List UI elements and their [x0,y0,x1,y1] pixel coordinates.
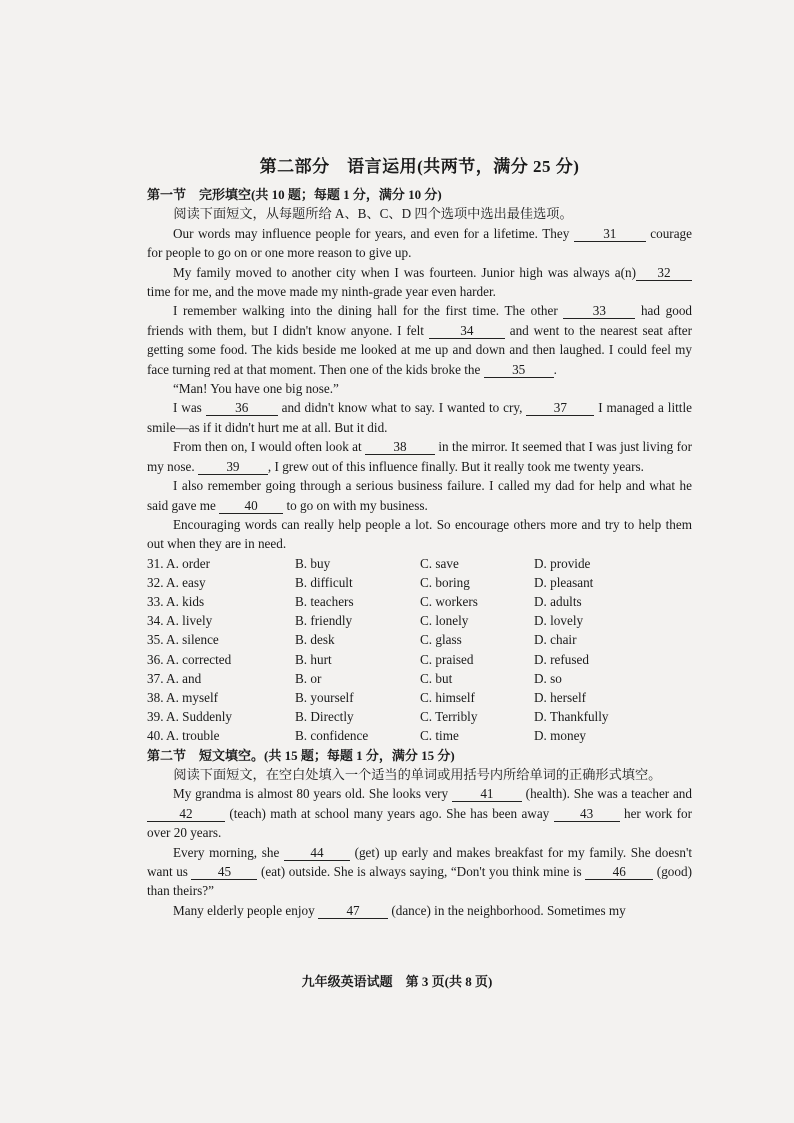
section2-title: 第二节 短文填空。(共 15 题；每题 1 分，满分 15 分) [147,747,455,763]
option-c: C. glass [420,632,462,648]
text-span: to go on with my business. [283,497,428,513]
option-c: C. himself [420,690,475,706]
passage-paragraph [147,224,692,263]
blank-44: 44 [284,845,350,861]
text-span: My grandma is almost 80 years old. She looks very [173,786,452,802]
option-a: 32. A. easy [147,574,206,590]
option-b: B. Directly [295,709,354,725]
passage-paragraph [147,301,692,379]
section2-instruction: 阅读下面短文，在空白处填入一个适当的单词或用括号内所给单词的正确形式填空。 [173,767,662,782]
option-row [147,707,692,726]
option-b: B. desk [295,632,335,648]
blank-33: 33 [563,303,635,319]
text-span: My family moved to another city when I was fourteen. Junior high was always a(n) [173,264,636,280]
blank-41: 41 [452,786,522,802]
text-span: courage for people to go on or one more reason to give up. [147,225,692,261]
passage-paragraph [147,263,692,302]
page-footer: 九年级英语试题 第 3 页(共 8 页) [301,974,493,989]
blank-42: 42 [147,806,225,822]
blank-35: 35 [484,362,554,378]
text-span: in the mirror. It seemed that I was just living for my nose. [147,439,693,474]
blank-47: 47 [318,903,388,919]
option-row [147,650,692,669]
text-span: (dance) in the neighborhood. Sometimes my [388,902,626,918]
option-a: 33. A. kids [147,594,205,610]
text-span: her work for over 20 years. [147,805,692,841]
blank-38: 38 [365,439,435,455]
option-row [147,630,692,649]
option-d: D. money [534,728,587,744]
option-a: 39. A. Suddenly [147,709,232,725]
passage-paragraph: Encouraging words can really help people a lot. So encourage others more and try to help them out when they are in need. [147,516,692,552]
option-d: D. lovely [534,613,584,629]
option-row [147,554,692,573]
option-a: 35. A. silence [147,632,219,648]
option-row [147,592,692,611]
options-list [147,554,692,746]
section1-instruction: 阅读下面短文，从每题所给 A、B、C、D 四个选项中选出最佳选项。 [173,206,573,222]
part-title: 第二部分 语言运用(共两节，满分 25 分) [259,157,580,176]
text-span: (eat) outside. She is always saying, “Don't you think mine is [257,864,586,880]
passage-paragraph: “Man! You have one big nose.” [173,381,339,397]
blank-40: 40 [219,498,283,514]
text-span: From then on, I would often look at [173,439,366,455]
passage-paragraph [147,901,692,920]
option-row [147,669,692,688]
text-span: Our words may influence people for years, and even for a lifetime. They [173,225,574,241]
option-row [147,611,692,630]
text-span: I remember walking into the dining hall for the first time. The other [173,303,564,319]
blank-43: 43 [554,806,620,822]
text-span: and didn't know what to say. I wanted to cry, [277,400,527,416]
option-d: D. Thankfully [534,709,609,725]
option-c: C. but [420,670,453,686]
blank-39: 39 [198,459,268,475]
option-d: D. herself [534,690,586,706]
option-c: C. save [420,555,459,571]
text-span: I also remember going through a serious business failure. I called my dad for help and what he said gave me [147,478,692,513]
option-d: D. adults [534,594,582,610]
option-a: 31. A. order [147,555,210,571]
option-c: C. praised [420,651,474,667]
option-a: 36. A. corrected [147,651,232,667]
text-span: (health). She was a teacher and [521,786,692,802]
blank-36: 36 [206,400,278,416]
option-row [147,688,692,707]
passage-paragraph [147,843,692,901]
text-span: Many elderly people enjoy [173,902,319,918]
option-b: B. yourself [295,690,354,706]
text-span: had good friends with them, but I didn't know anyone. I felt [147,303,693,338]
text-span: (teach) math at school many years ago. She has been away [225,805,554,821]
option-a: 37. A. and [147,670,202,686]
option-b: B. confidence [295,728,369,744]
option-d: D. provide [534,555,591,571]
passage-paragraph [147,476,692,515]
option-c: C. Terribly [420,709,478,725]
option-a: 40. A. trouble [147,728,220,744]
passage-paragraph [147,437,692,476]
option-b: B. or [295,670,322,686]
option-b: B. teachers [295,594,354,610]
section1-title: 第一节 完形填空(共 10 题；每题 1 分，满分 10 分) [147,187,442,202]
text-span: . [553,361,557,377]
passage-paragraph [147,784,692,842]
text-span: (get) up early and makes breakfast for my family. She doesn't want us [147,844,692,880]
passage-paragraph [147,398,692,437]
blank-31: 31 [574,226,646,242]
blank-34: 34 [429,323,505,339]
option-d: D. chair [534,632,577,648]
blank-32: 32 [636,265,692,281]
option-b: B. friendly [295,613,353,629]
option-a: 38. A. myself [147,690,219,706]
option-a: 34. A. lively [147,613,213,629]
option-b: B. difficult [295,574,353,590]
page-content [147,155,692,920]
text-span: I was [173,400,206,416]
blank-46: 46 [585,864,653,880]
option-d: D. so [534,670,562,686]
option-b: B. buy [295,555,331,571]
text-span: (good) than theirs?” [147,864,692,899]
text-span: time for me, and the move made my ninth-grade year even harder. [147,284,496,300]
option-c: C. time [420,728,459,744]
text-span: , I grew out of this influence finally. But it really took me twenty years. [267,458,644,474]
blank-45: 45 [191,864,257,880]
option-c: C. lonely [420,613,469,629]
option-c: C. boring [420,574,470,590]
option-c: C. workers [420,594,478,610]
option-b: B. hurt [295,651,332,667]
option-d: D. refused [534,651,589,667]
blank-37: 37 [526,400,594,416]
text-span: Every morning, she [173,844,284,860]
text-span: I managed a little smile—as if it didn't hurt me at all. But it did. [147,400,692,435]
option-d: D. pleasant [534,574,594,590]
option-row [147,726,692,745]
option-row [147,573,692,592]
text-span: and went to the nearest seat after getting some food. The kids beside me looked at me up and down and then laughed. I could feel my face turning red at that moment. Then one of the kids broke the [147,322,692,377]
